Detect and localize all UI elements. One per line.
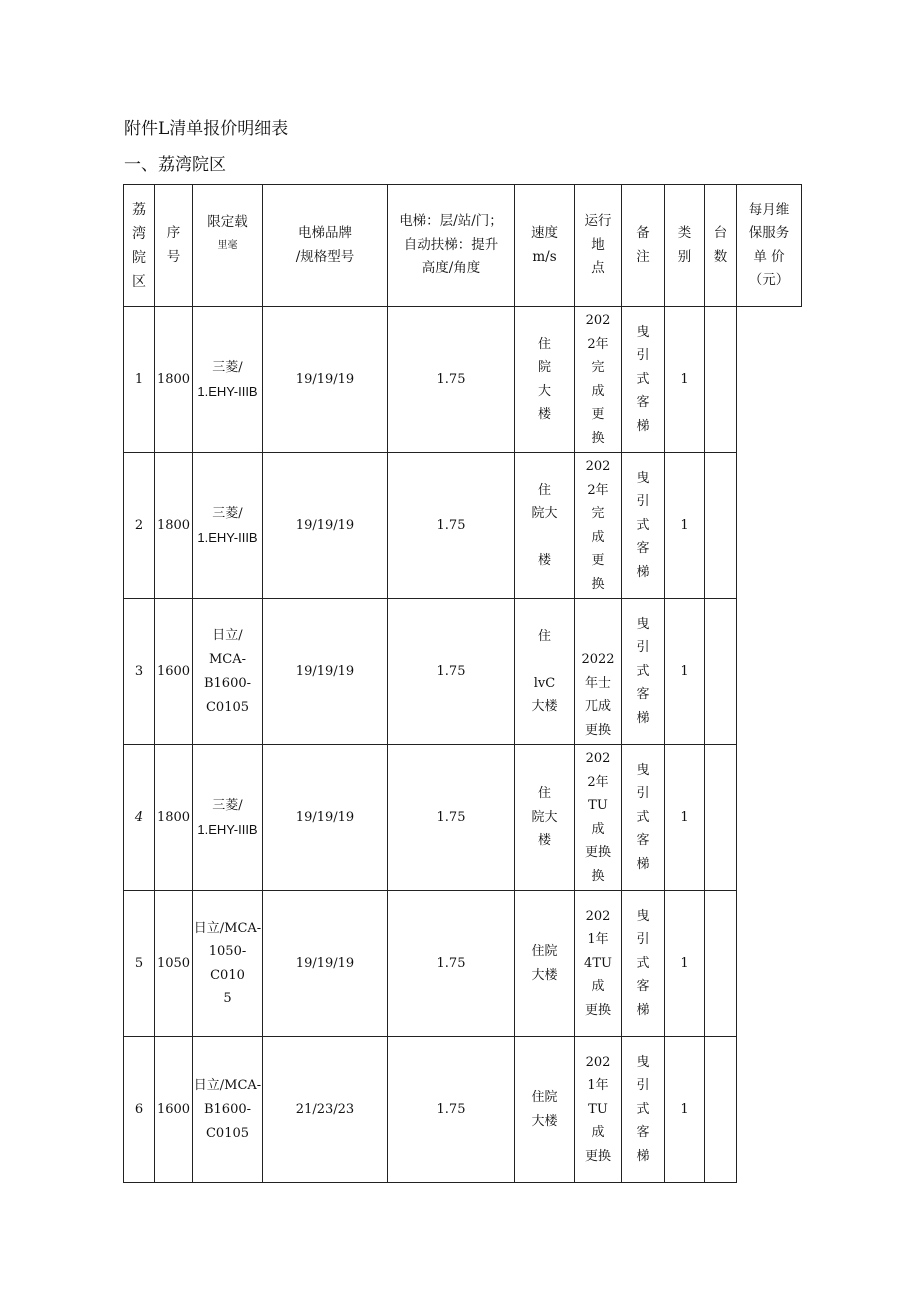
- cell-floors: 19/19/19: [263, 599, 388, 745]
- cell-speed: 1.75: [388, 453, 515, 599]
- cell-load: 1600: [155, 599, 193, 745]
- brand-line1: 日立/MCA-B1600-: [193, 1077, 262, 1117]
- cell-floors: 19/19/19: [263, 745, 388, 891]
- campus-cell: [124, 185, 155, 307]
- cell-remark: 2022 年士 兀成 更换: [575, 599, 622, 745]
- cell-count: 1: [665, 1037, 705, 1183]
- cell-brand: [193, 599, 263, 745]
- cell-brand: [193, 1037, 263, 1183]
- table-row: [124, 453, 802, 599]
- cell-load: 1800: [155, 453, 193, 599]
- cell-floors: 19/19/19: [263, 891, 388, 1037]
- brand-line2: C0105: [205, 1125, 250, 1141]
- cell-brand: [193, 745, 263, 891]
- cell-type: 曳 引 式 客 梯: [622, 453, 665, 599]
- brand-line2: C010 5: [210, 967, 245, 1006]
- cell-floors: 19/19/19: [263, 453, 388, 599]
- header-load-line1: 限定载: [207, 213, 248, 230]
- cell-type: 曳 引 式 客 梯: [622, 599, 665, 745]
- header-brand: 电梯品牌 /规格型号: [263, 185, 388, 307]
- cell-location: 住 院大 楼: [515, 453, 575, 599]
- cell-price: [705, 1037, 737, 1183]
- cell-price: [705, 453, 737, 599]
- brand-line1: 日立/MCA-1050-: [193, 920, 262, 959]
- table-row: [124, 891, 802, 1037]
- cell-location: 住 院大 楼: [515, 745, 575, 891]
- quote-table: [123, 184, 802, 1183]
- cell-price: [705, 307, 737, 453]
- table-row: [124, 1037, 802, 1183]
- cell-seq: 4: [124, 745, 155, 891]
- cell-count: 1: [665, 745, 705, 891]
- cell-seq: 3: [124, 599, 155, 745]
- cell-speed: 1.75: [388, 1037, 515, 1183]
- table-row: [124, 307, 802, 453]
- cell-type: 曳 引 式 客 梯: [622, 1037, 665, 1183]
- header-speed: 速度 m/s: [515, 185, 575, 307]
- cell-type: 曳 引 式 客 梯: [622, 891, 665, 1037]
- cell-count: 1: [665, 599, 705, 745]
- header-remark: 备 注: [622, 185, 665, 307]
- brand-line1: 日立/: [212, 627, 243, 643]
- cell-brand: [193, 453, 263, 599]
- cell-location: 住 院 大 楼: [515, 307, 575, 453]
- header-price: 每月维 保服务 单 价 （元）: [737, 185, 802, 307]
- cell-load: 1800: [155, 745, 193, 891]
- cell-price: [705, 599, 737, 745]
- brand-line1: 三菱/: [212, 359, 243, 375]
- cell-remark: 202 1年 TU 成 更换: [575, 1037, 622, 1183]
- cell-brand: [193, 891, 263, 1037]
- cell-location: 住 lvC 大楼: [515, 599, 575, 745]
- cell-load: 1600: [155, 1037, 193, 1183]
- brand-line2: 1.EHY-IIIB: [197, 529, 258, 545]
- header-load-line2: 里毫: [217, 239, 238, 251]
- cell-load: 1050: [155, 891, 193, 1037]
- brand-line2: MCA-B1600-C0105: [203, 651, 252, 715]
- cell-brand: [193, 307, 263, 453]
- header-count: 台 数: [705, 185, 737, 307]
- cell-seq: 6: [124, 1037, 155, 1183]
- header-location: 运行 地 点: [575, 185, 622, 307]
- table-row: [124, 599, 802, 745]
- brand-line2: 1.EHY-IIIB: [197, 383, 258, 399]
- section-title: 一、荔湾院区: [124, 155, 226, 175]
- cell-speed: 1.75: [388, 745, 515, 891]
- cell-remark: 202 2年 完 成 更 换: [575, 307, 622, 453]
- header-load: [193, 185, 263, 307]
- cell-remark: 202 2年 TU 成 更换 换: [575, 745, 622, 891]
- brand-line2: 1.EHY-IIIB: [197, 821, 258, 837]
- header-seq: 序 号: [155, 185, 193, 307]
- cell-seq: 1: [124, 307, 155, 453]
- cell-price: [705, 891, 737, 1037]
- cell-location: 住院 大楼: [515, 891, 575, 1037]
- cell-count: 1: [665, 453, 705, 599]
- campus-label: 荔 湾 院 区: [132, 201, 146, 290]
- cell-price: [705, 745, 737, 891]
- cell-remark: 202 1年 4TU 成 更换: [575, 891, 622, 1037]
- document-title: 附件L清单报价明细表: [124, 119, 289, 139]
- cell-remark: 202 2年 完 成 更 换: [575, 453, 622, 599]
- table-row: [124, 745, 802, 891]
- header-floors: 电梯：层/站/门； 自动扶梯：提升 高度/角度: [388, 185, 515, 307]
- cell-location: 住院 大楼: [515, 1037, 575, 1183]
- cell-load: 1800: [155, 307, 193, 453]
- cell-count: 1: [665, 891, 705, 1037]
- cell-seq: 5: [124, 891, 155, 1037]
- cell-speed: 1.75: [388, 891, 515, 1037]
- cell-type: 曳 引 式 客 梯: [622, 745, 665, 891]
- cell-type: 曳 引 式 客 梯: [622, 307, 665, 453]
- brand-line1: 三菱/: [212, 505, 243, 521]
- cell-speed: 1.75: [388, 599, 515, 745]
- cell-speed: 1.75: [388, 307, 515, 453]
- cell-count: 1: [665, 307, 705, 453]
- cell-floors: 19/19/19: [263, 307, 388, 453]
- cell-floors: 21/23/23: [263, 1037, 388, 1183]
- header-row: [124, 185, 802, 307]
- brand-line1: 三菱/: [212, 797, 243, 813]
- cell-seq: 2: [124, 453, 155, 599]
- header-type: 类 别: [665, 185, 705, 307]
